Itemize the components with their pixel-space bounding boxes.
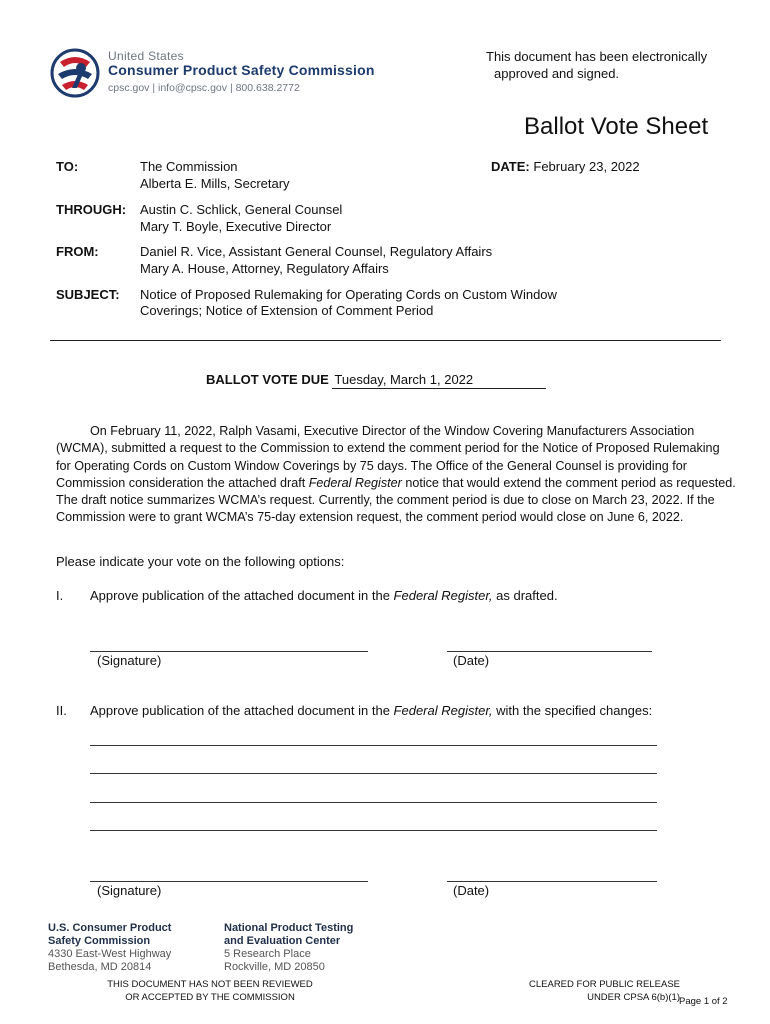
option-2-text-italic: Federal Register, (393, 703, 493, 718)
footer-hq-line2: Safety Commission (48, 935, 151, 947)
option-1-text-italic: Federal Register, (393, 588, 493, 603)
footer-hq-line3: 4330 East-West Highway (48, 948, 172, 960)
changes-line-2[interactable] (90, 773, 657, 774)
from-line1: Daniel R. Vice, Assistant General Counsel, Regulatory Affairs (140, 244, 493, 259)
footer-lab-line2: and Evaluation Center (224, 935, 341, 947)
date-field (491, 159, 640, 175)
footer-hq-line4: Bethesda, MD 20814 (48, 961, 152, 973)
through-line2: Mary T. Boyle, Executive Director (140, 219, 332, 234)
body-paragraph (56, 423, 736, 527)
logo-country: United States (108, 49, 184, 63)
header-divider (50, 340, 721, 341)
ballot-due-label: BALLOT VOTE DUE (206, 372, 329, 387)
date-value: February 23, 2022 (533, 159, 640, 174)
date-label: DATE: (491, 159, 530, 174)
to-label: TO: (56, 159, 79, 174)
footer-cleared-line1: CLEARED FOR PUBLIC RELEASE (529, 979, 680, 990)
option-1-signature-label: (Signature) (97, 653, 162, 668)
footer-lab-line3: 5 Research Place (224, 948, 311, 960)
footer-lab-address (224, 922, 353, 974)
option-1-signature-line[interactable] (90, 651, 368, 652)
ballot-due-date: Tuesday, March 1, 2022 (332, 372, 546, 389)
footer-hq-address (48, 922, 171, 974)
option-2-text (90, 703, 652, 719)
footer-lab-line4: Rockville, MD 20850 (224, 961, 325, 973)
changes-line-3[interactable] (90, 802, 657, 803)
cpsc-seal-icon (50, 48, 100, 98)
signed-note-line1: This document has been electronically (486, 49, 708, 64)
body-text-part2: notice that would extend the comment period as requested. The draft notice summarizes WCMA’s request. Currently, the comment period is due to close on March 23, 2022. If the Commission were to grant WCMA’s 75-day extension request, the comment period would close on June 6, 2022. (56, 475, 736, 525)
footer-disclaimer (90, 978, 330, 1004)
page-number: Page 1 of 2 (679, 996, 728, 1007)
footer-lab-line1: National Product Testing (224, 922, 354, 934)
option-2-numeral: II. (56, 703, 67, 718)
option-1-numeral: I. (56, 588, 64, 603)
option-2-signature-label: (Signature) (97, 883, 162, 898)
option-1-text-before: Approve publication of the attached document in the (90, 588, 394, 603)
subject-line1: Notice of Proposed Rulemaking for Operating Cords on Custom Window (140, 287, 557, 302)
subject-label: SUBJECT: (56, 287, 120, 302)
option-2-date-label: (Date) (453, 883, 490, 898)
signed-note-line2: approved and signed. (494, 66, 620, 81)
changes-line-1[interactable] (90, 745, 657, 746)
footer-cleared (500, 978, 680, 1004)
changes-line-4[interactable] (90, 830, 657, 831)
document-title: Ballot Vote Sheet (524, 113, 709, 140)
to-line2: Alberta E. Mills, Secretary (140, 176, 290, 191)
option-2-signature-line[interactable] (90, 881, 368, 882)
from-label: FROM: (56, 244, 99, 259)
footer-hq-line1: U.S. Consumer Product (48, 922, 172, 934)
option-1-date-line[interactable] (447, 651, 652, 652)
cpsc-logo (50, 46, 410, 98)
logo-agency-name: Consumer Product Safety Commission (108, 62, 375, 78)
option-2-text-before: Approve publication of the attached document in the (90, 703, 394, 718)
option-1-text (90, 588, 558, 604)
option-1-text-after: as drafted. (492, 588, 558, 603)
through-label: THROUGH: (56, 202, 127, 217)
through-line1: Austin C. Schlick, General Counsel (140, 202, 343, 217)
logo-contact: cpsc.gov | info@cpsc.gov | 800.638.2772 (108, 82, 300, 94)
footer-cleared-line2: UNDER CPSA 6(b)(1) (587, 992, 680, 1003)
to-line1: The Commission (140, 159, 238, 174)
vote-instruction: Please indicate your vote on the following options: (56, 554, 345, 569)
ballot-due (206, 372, 546, 389)
footer-disclaimer-line1: THIS DOCUMENT HAS NOT BEEN REVIEWED (107, 979, 313, 990)
body-text-part1: On February 11, 2022, Ralph Vasami, Executive Director of the Window Covering Manufacturers Association (WCMA), submitted a request to the Commission to extend the comment period for the Notice of Proposed Rulemaking for Operating Cords on Custom Window Coverings by 75 days. The Office of the General Counsel is providing for Commission consideration the attached draft (56, 424, 720, 490)
body-text-italic: Federal Register (308, 475, 402, 490)
option-1-date-label: (Date) (453, 653, 490, 668)
footer-disclaimer-line2: OR ACCEPTED BY THE COMMISSION (125, 992, 295, 1003)
option-2-text-after: with the specified changes: (492, 703, 653, 718)
from-line2: Mary A. House, Attorney, Regulatory Affairs (140, 261, 389, 276)
signed-note (486, 48, 736, 82)
subject-line2: Coverings; Notice of Extension of Comment Period (140, 303, 434, 318)
option-2-date-line[interactable] (447, 881, 657, 882)
